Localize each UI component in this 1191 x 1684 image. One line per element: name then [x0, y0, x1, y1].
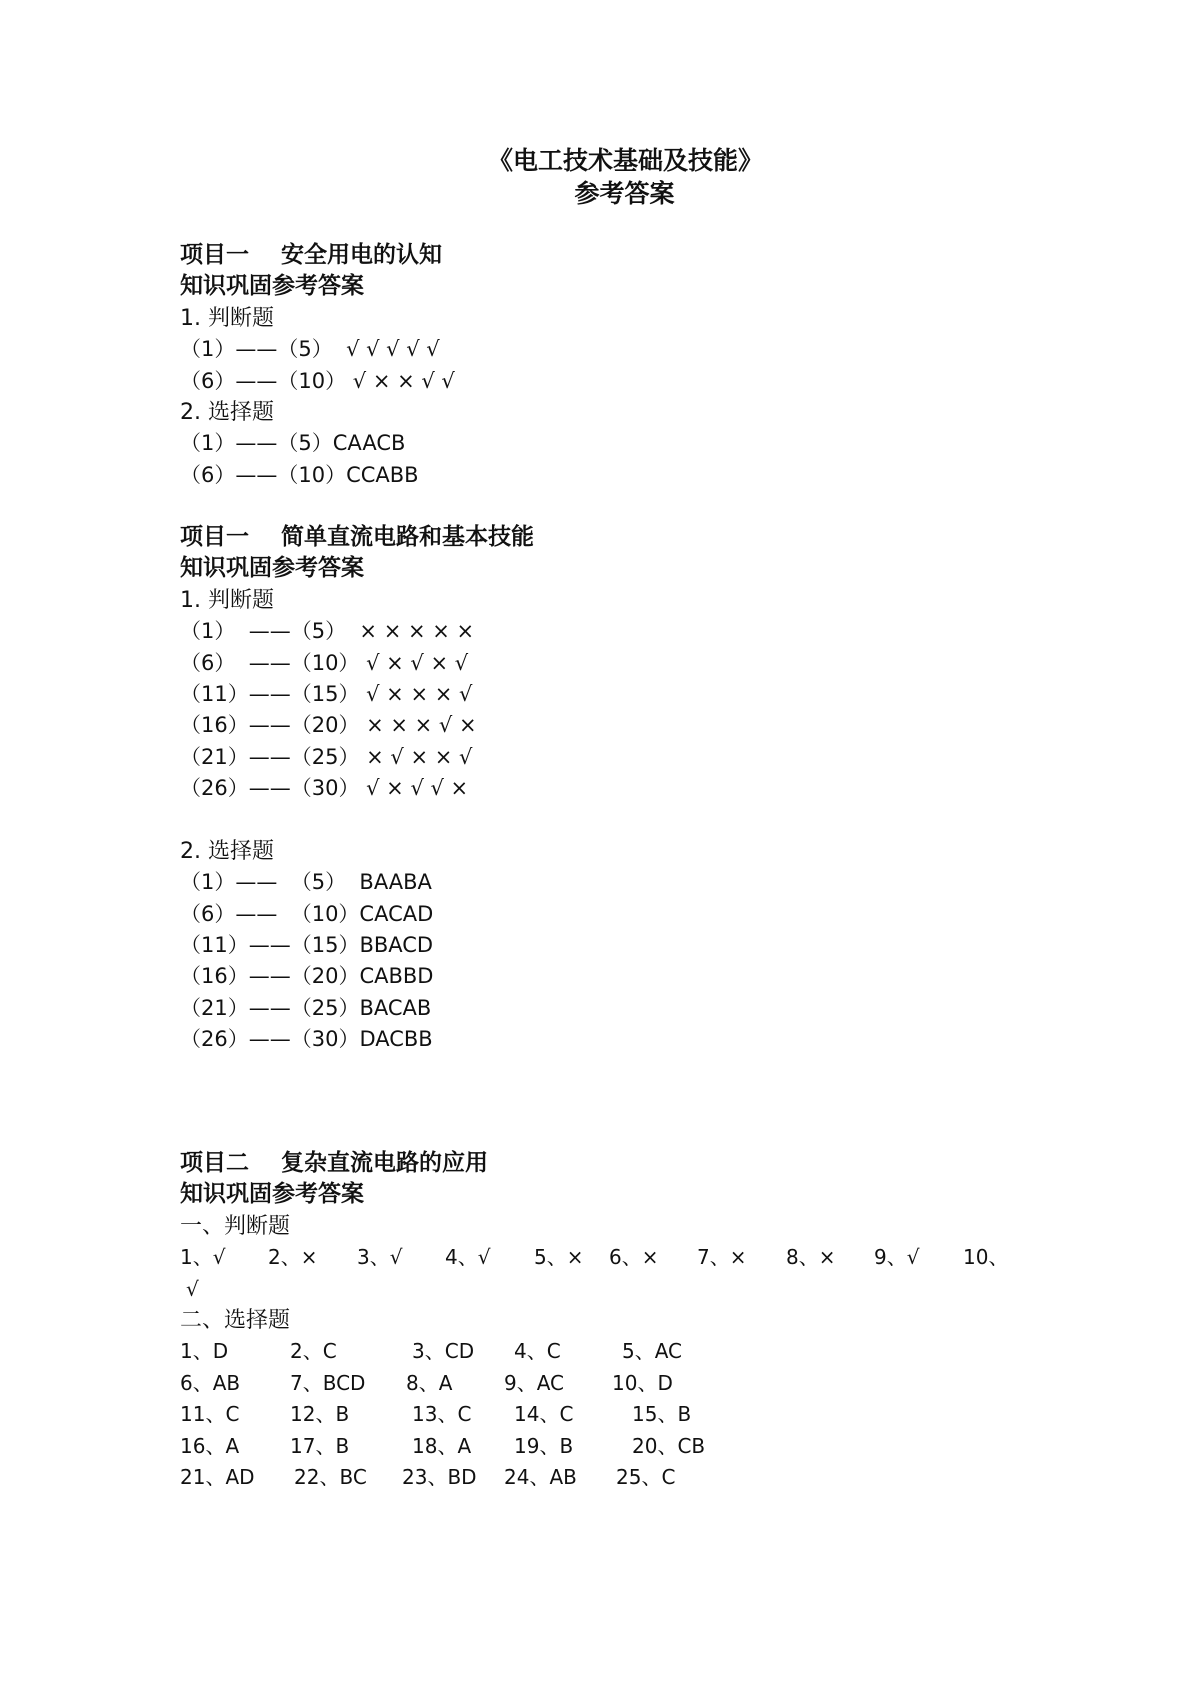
- answer-item: 3、CD: [412, 1339, 475, 1364]
- choice-answers-row: [180, 1431, 706, 1462]
- choice-answers-row: [180, 1399, 692, 1430]
- answer-item: 9、√: [874, 1245, 920, 1270]
- answer-item: 4、√: [445, 1245, 491, 1270]
- answer-item: 13、C: [412, 1402, 472, 1427]
- true-false-answers-wrap: [180, 1274, 488, 1305]
- section-heading: 项目一 安全用电的认知: [180, 242, 443, 268]
- answer-item: 24、AB: [504, 1464, 577, 1489]
- answer-item: 15、B: [632, 1402, 692, 1427]
- choice-answers-row: [180, 1368, 673, 1399]
- answer-item: 10、D: [612, 1370, 673, 1395]
- answer-item: 25、C: [616, 1464, 676, 1489]
- section-subheading: 知识巩固参考答案: [180, 273, 364, 300]
- section-subheading: 知识巩固参考答案: [180, 1181, 364, 1208]
- answer-item: 22、BC: [294, 1464, 367, 1489]
- true-false-label: 一、判断题: [180, 1213, 291, 1239]
- answer-line: （21）——（25）BACAB: [180, 995, 432, 1020]
- answer-item: √: [186, 1276, 199, 1301]
- multiple-choice-label: 二、选择题: [180, 1307, 291, 1333]
- answer-item: 1、√: [180, 1245, 226, 1270]
- answer-item: 6、×: [609, 1245, 659, 1270]
- answer-item: 4、C: [514, 1339, 561, 1364]
- true-false-answers-row: [180, 1242, 1009, 1273]
- answer-item: 8、A: [406, 1370, 453, 1395]
- section-project2-complex-dc: [180, 1148, 1009, 1493]
- answer-item: 20、CB: [632, 1433, 706, 1458]
- choice-answers-row: [180, 1336, 683, 1367]
- answer-item: 5、AC: [622, 1339, 683, 1364]
- answer-line: （1） ——（5） × × × × ×: [180, 619, 475, 644]
- answer-item: 2、×: [268, 1245, 318, 1270]
- answer-line: （16）——（20） × × × √ ×: [180, 713, 477, 738]
- answer-item: 23、BD: [402, 1464, 477, 1489]
- answer-item: 1、D: [180, 1339, 229, 1364]
- answer-item: 2、C: [290, 1339, 337, 1364]
- true-false-label: 1. 判断题: [180, 305, 274, 331]
- answer-item: 14、C: [514, 1402, 574, 1427]
- answer-line: （26）——（30） √ × √ √ ×: [180, 776, 469, 801]
- answer-item: 11、C: [180, 1402, 240, 1427]
- answer-item: 19、B: [514, 1433, 574, 1458]
- answer-item: 18、A: [412, 1433, 472, 1458]
- answer-item: 21、AD: [180, 1464, 255, 1489]
- answer-item: 17、B: [290, 1433, 350, 1458]
- spacer: [180, 805, 534, 836]
- answer-line: （11）——（15）BBACD: [180, 933, 434, 958]
- answer-line: （6）——（10）CCABB: [180, 462, 419, 487]
- answer-line: （6） ——（10） √ × √ × √: [180, 650, 469, 675]
- answer-item: 9、AC: [504, 1370, 565, 1395]
- answer-item: 16、A: [180, 1433, 240, 1458]
- section-subheading: 知识巩固参考答案: [180, 555, 364, 582]
- section-project1-safety: [180, 240, 455, 491]
- true-false-label: 1. 判断题: [180, 587, 274, 613]
- answer-item: 7、×: [697, 1245, 747, 1270]
- answer-line: （6）——（10） √ × × √ √: [180, 368, 455, 393]
- answer-line: （6）—— （10）CACAD: [180, 901, 434, 926]
- multiple-choice-label: 2. 选择题: [180, 399, 274, 425]
- answer-item: 6、AB: [180, 1370, 241, 1395]
- answer-item: 12、B: [290, 1402, 350, 1427]
- document-title: 《电工技术基础及技能》: [487, 146, 763, 175]
- answer-item: 8、×: [786, 1245, 836, 1270]
- document-subtitle: 参考答案: [574, 179, 675, 208]
- answer-item: 3、√: [357, 1245, 403, 1270]
- multiple-choice-label: 2. 选择题: [180, 838, 274, 864]
- answer-line: （1）——（5） √ √ √ √ √: [180, 337, 440, 362]
- answer-line: （16）——（20）CABBD: [180, 964, 434, 989]
- choice-answers-row: [180, 1462, 676, 1493]
- section-heading: 项目一 简单直流电路和基本技能: [180, 524, 535, 550]
- answer-item: 5、×: [534, 1245, 584, 1270]
- section-heading: 项目二 复杂直流电路的应用: [180, 1150, 489, 1176]
- answer-line: （26）——（30）DACBB: [180, 1027, 433, 1052]
- answer-line: （11）——（15） √ × × × √: [180, 681, 473, 706]
- answer-line: （21）——（25） × √ × × √: [180, 744, 473, 769]
- section-project1-dc-circuits: [180, 522, 534, 1056]
- answer-line: （1）—— （5） BAABA: [180, 870, 432, 895]
- answer-line: （1）——（5）CAACB: [180, 431, 406, 456]
- answer-item: 10、: [963, 1245, 1009, 1270]
- answer-item: 7、BCD: [290, 1370, 366, 1395]
